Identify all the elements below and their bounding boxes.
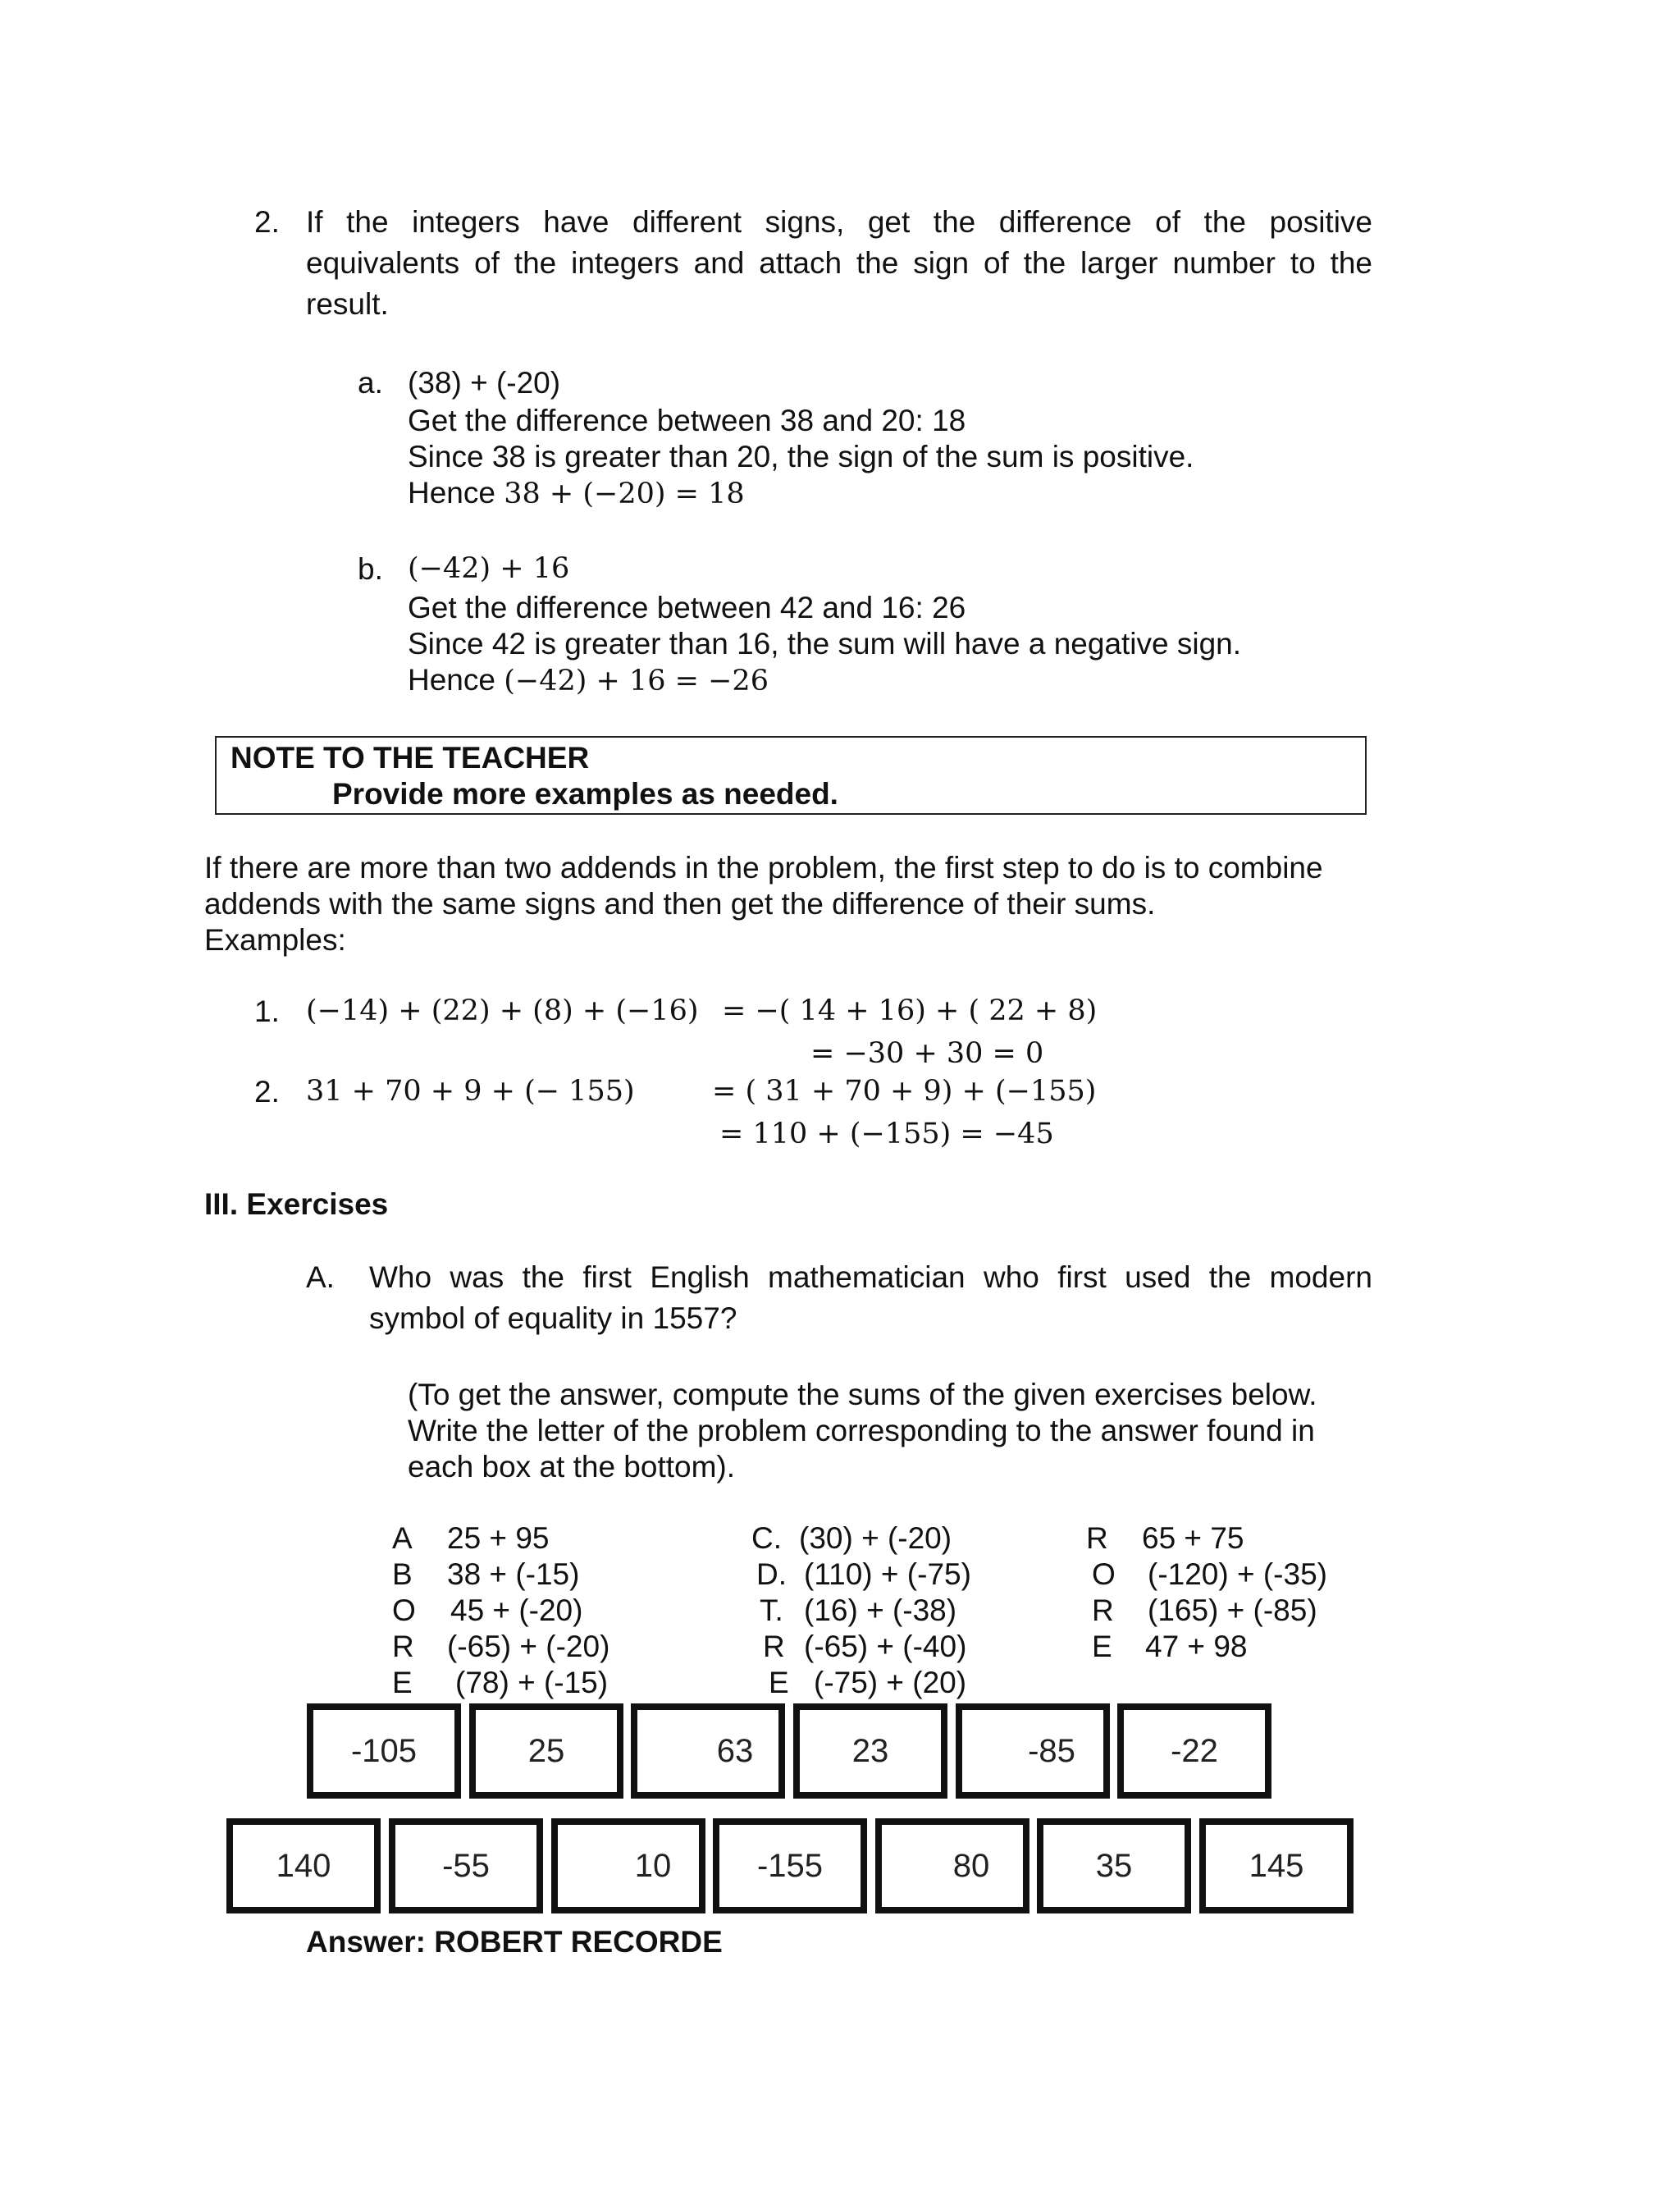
answer-box-value: 25 <box>527 1732 565 1769</box>
problem-expression: 47 + 98 <box>1145 1630 1248 1663</box>
example-number: 2. <box>254 1075 280 1109</box>
example-step: Get the difference between 42 and 16: 26 <box>408 591 966 624</box>
problem-letter: E <box>1092 1630 1112 1663</box>
answer-box <box>551 1818 705 1913</box>
answer-box <box>1117 1703 1271 1799</box>
problem-letter: D. <box>756 1557 787 1591</box>
example-rhs: = ( 31 + 70 + 9) + (−155) <box>712 1075 1097 1108</box>
problem-letter: R <box>392 1630 414 1663</box>
rule-text-line: If the integers have different signs, get the difference of the positive <box>306 205 1372 239</box>
problem-letter: O <box>392 1593 416 1627</box>
answer-box-value: 10 <box>634 1847 672 1884</box>
note-body: Provide more examples as needed. <box>332 777 838 811</box>
answer-box <box>469 1703 623 1799</box>
answer-box-value: 140 <box>276 1847 331 1884</box>
answer-box <box>631 1703 785 1799</box>
problem-expression: 65 + 75 <box>1142 1521 1244 1555</box>
problem-expression: (-75) + (20) <box>814 1666 967 1699</box>
paragraph-line: If there are more than two addends in the problem, the first step to do is to combine <box>204 851 1323 885</box>
problem-letter: E <box>392 1666 413 1699</box>
answer-box <box>1037 1818 1191 1913</box>
problem-letter: C. <box>751 1521 782 1555</box>
math-expression: (−42) + 16 = −26 <box>504 665 769 697</box>
math-expression: 38 + (−20) = 18 <box>504 478 745 510</box>
answer-box-value: -85 <box>1028 1732 1075 1769</box>
problem-expression: 45 + (-20) <box>450 1593 583 1627</box>
example-number: 1. <box>254 994 280 1028</box>
answer-box-value: 35 <box>1095 1847 1133 1884</box>
problem-letter: T. <box>760 1593 783 1627</box>
problem-expression: (30) + (-20) <box>799 1521 952 1555</box>
answer-box <box>307 1703 461 1799</box>
answer-box-value: 80 <box>952 1847 990 1884</box>
problem-expression: (-65) + (-40) <box>804 1630 967 1663</box>
problem-expression: (110) + (-75) <box>804 1557 971 1591</box>
paragraph-line: Examples: <box>204 923 346 957</box>
example-rhs: = −30 + 30 = 0 <box>810 1037 1044 1070</box>
problem-letter: R <box>763 1630 785 1663</box>
hence-word: Hence <box>408 663 495 697</box>
example-conclusion <box>408 663 769 697</box>
example-expression: (38) + (-20) <box>408 366 561 400</box>
problem-letter: R <box>1086 1521 1108 1555</box>
instruction-line: Write the letter of the problem corresponding to the answer found in <box>408 1414 1315 1447</box>
answer-box <box>713 1818 867 1913</box>
rule-text-line: equivalents of the integers and attach the sign of the larger number to the <box>306 246 1372 280</box>
instruction-line: (To get the answer, compute the sums of the given exercises below. <box>408 1378 1317 1411</box>
section-heading: III. Exercises <box>204 1187 389 1221</box>
problem-expression: (16) + (-38) <box>804 1593 957 1627</box>
rule-number: 2. <box>254 205 280 239</box>
exercise-label: A. <box>306 1260 335 1294</box>
answer-box-value: 23 <box>851 1732 889 1769</box>
answer-box-value: 63 <box>716 1732 754 1769</box>
instruction-line: each box at the bottom). <box>408 1450 736 1484</box>
problem-expression: 25 + 95 <box>447 1521 550 1555</box>
example-rhs: = 110 + (−155) = −45 <box>719 1118 1054 1150</box>
example-expression: (−42) + 16 <box>408 552 570 585</box>
example-step: Since 42 is greater than 16, the sum will have a negative sign. <box>408 627 1242 661</box>
problem-expression: (78) + (-15) <box>455 1666 609 1699</box>
answer-box-value: -55 <box>442 1847 490 1884</box>
example-label: a. <box>358 366 383 400</box>
problem-expression: (165) + (-85) <box>1148 1593 1317 1627</box>
answer-box <box>793 1703 947 1799</box>
example-lhs: 31 + 70 + 9 + (− 155) <box>306 1075 635 1108</box>
answer-box <box>956 1703 1110 1799</box>
problem-expression: (-120) + (-35) <box>1148 1557 1327 1591</box>
answer-box <box>875 1818 1029 1913</box>
problem-expression: 38 + (-15) <box>447 1557 580 1591</box>
problem-letter: E <box>769 1666 789 1699</box>
example-conclusion <box>408 476 745 510</box>
note-title: NOTE TO THE TEACHER <box>231 741 590 775</box>
teacher-note-box <box>215 736 1367 815</box>
example-rhs: = −( 14 + 16) + ( 22 + 8) <box>722 994 1098 1027</box>
example-step: Get the difference between 38 and 20: 18 <box>408 404 966 437</box>
answer-box-value: 145 <box>1249 1847 1304 1884</box>
problem-letter: R <box>1092 1593 1114 1627</box>
problem-letter: O <box>1092 1557 1116 1591</box>
example-label: b. <box>358 552 383 586</box>
answer-box-value: -155 <box>756 1847 824 1884</box>
answer-box <box>226 1818 381 1913</box>
problem-letter: A <box>392 1521 413 1555</box>
example-lhs: (−14) + (22) + (8) + (−16) <box>306 994 699 1027</box>
hence-word: Hence <box>408 476 495 510</box>
exercise-question: symbol of equality in 1557? <box>369 1301 737 1335</box>
answer-text: Answer: ROBERT RECORDE <box>306 1925 723 1959</box>
problem-expression: (-65) + (-20) <box>447 1630 610 1663</box>
example-step: Since 38 is greater than 20, the sign of the sum is positive. <box>408 440 1194 473</box>
answer-box-value: -22 <box>1171 1732 1218 1769</box>
answer-box-value: -105 <box>350 1732 418 1769</box>
rule-text-line: result. <box>306 287 389 321</box>
answer-box <box>1199 1818 1354 1913</box>
answer-box <box>389 1818 543 1913</box>
problem-letter: B <box>392 1557 413 1591</box>
exercise-question: Who was the first English mathematician who first used the modern <box>369 1260 1372 1294</box>
paragraph-line: addends with the same signs and then get the difference of their sums. <box>204 887 1156 921</box>
